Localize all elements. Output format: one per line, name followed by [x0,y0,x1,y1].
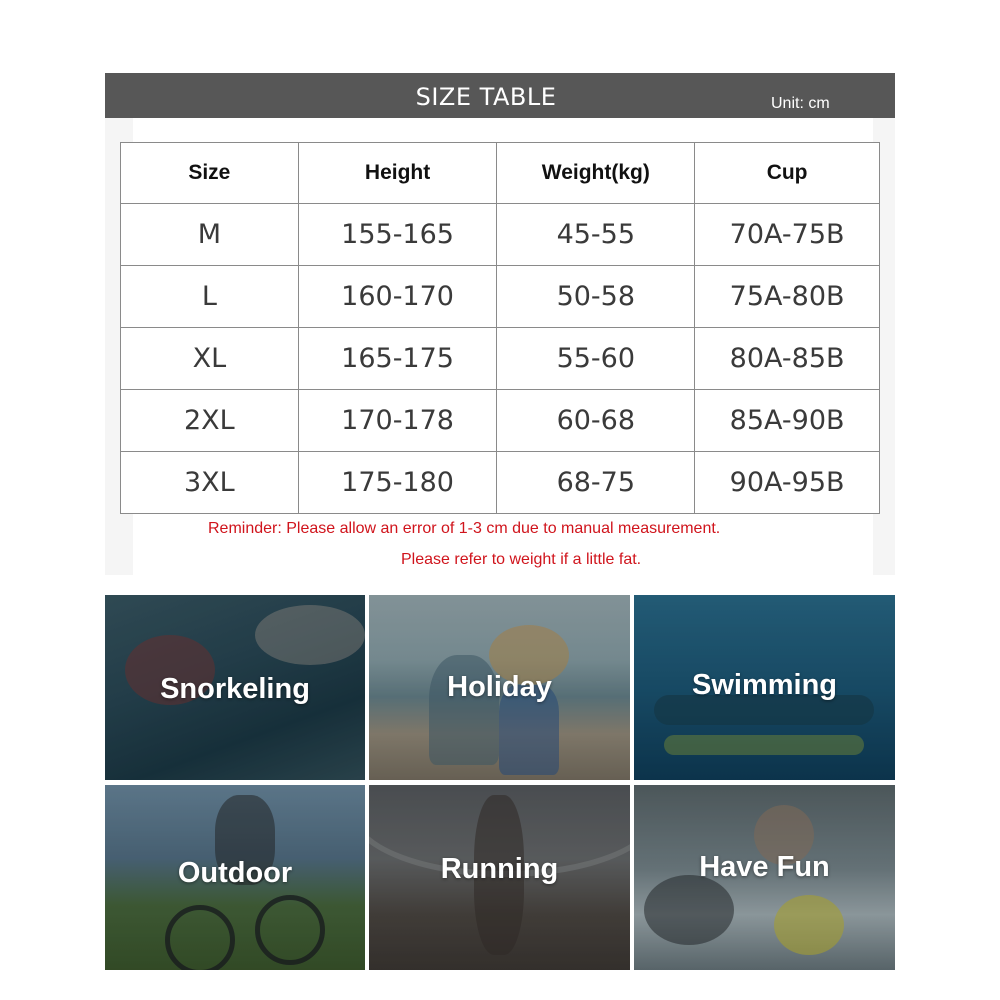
cell-weight: 45-55 [497,204,695,266]
table-row [121,266,880,328]
cell-size: L [121,266,299,328]
cell-weight: 55-60 [497,328,695,390]
column-header-size: Size [121,143,299,204]
size-table-header [105,73,895,118]
table-row [121,390,880,452]
activity-label: Running [440,853,559,885]
activity-label: Holiday [447,671,552,703]
cell-cup: 80A-85B [695,328,880,390]
column-header-weight: Weight(kg) [497,143,695,204]
column-header-height: Height [298,143,497,204]
cell-weight: 60-68 [497,390,695,452]
activity-label: Swimming [691,669,837,701]
cell-height: 160-170 [298,266,497,328]
reminder-note: Reminder: Please allow an error of 1-3 cm due to manual measurement. [208,520,721,537]
activity-tile-running[interactable] [369,785,630,970]
table-row [121,328,880,390]
cell-size: 3XL [121,452,299,514]
table-header-row [121,143,880,204]
cell-height: 175-180 [298,452,497,514]
table-row [121,204,880,266]
table-row [121,452,880,514]
column-header-cup: Cup [695,143,880,204]
activity-tile-snorkeling[interactable] [105,595,365,780]
cell-cup: 90A-95B [695,452,880,514]
cell-height: 170-178 [298,390,497,452]
cell-size: 2XL [121,390,299,452]
cell-size: M [121,204,299,266]
size-table [120,142,880,514]
activity-tile-have-fun[interactable] [634,785,895,970]
activity-tile-holiday[interactable] [369,595,630,780]
header-title: SIZE TABLE [415,83,557,111]
unit-label: Unit: cm [771,95,830,112]
weight-note: Please refer to weight if a little fat. [401,551,642,568]
cell-height: 155-165 [298,204,497,266]
cell-size: XL [121,328,299,390]
activity-label: Snorkeling [160,673,310,705]
activity-tile-outdoor[interactable] [105,785,365,970]
cell-cup: 75A-80B [695,266,880,328]
activity-tile-swimming[interactable] [634,595,895,780]
cell-cup: 85A-90B [695,390,880,452]
cell-weight: 68-75 [497,452,695,514]
cell-weight: 50-58 [497,266,695,328]
activity-label: Outdoor [177,857,293,889]
cell-cup: 70A-75B [695,204,880,266]
activity-label: Have Fun [699,851,830,883]
cell-height: 165-175 [298,328,497,390]
